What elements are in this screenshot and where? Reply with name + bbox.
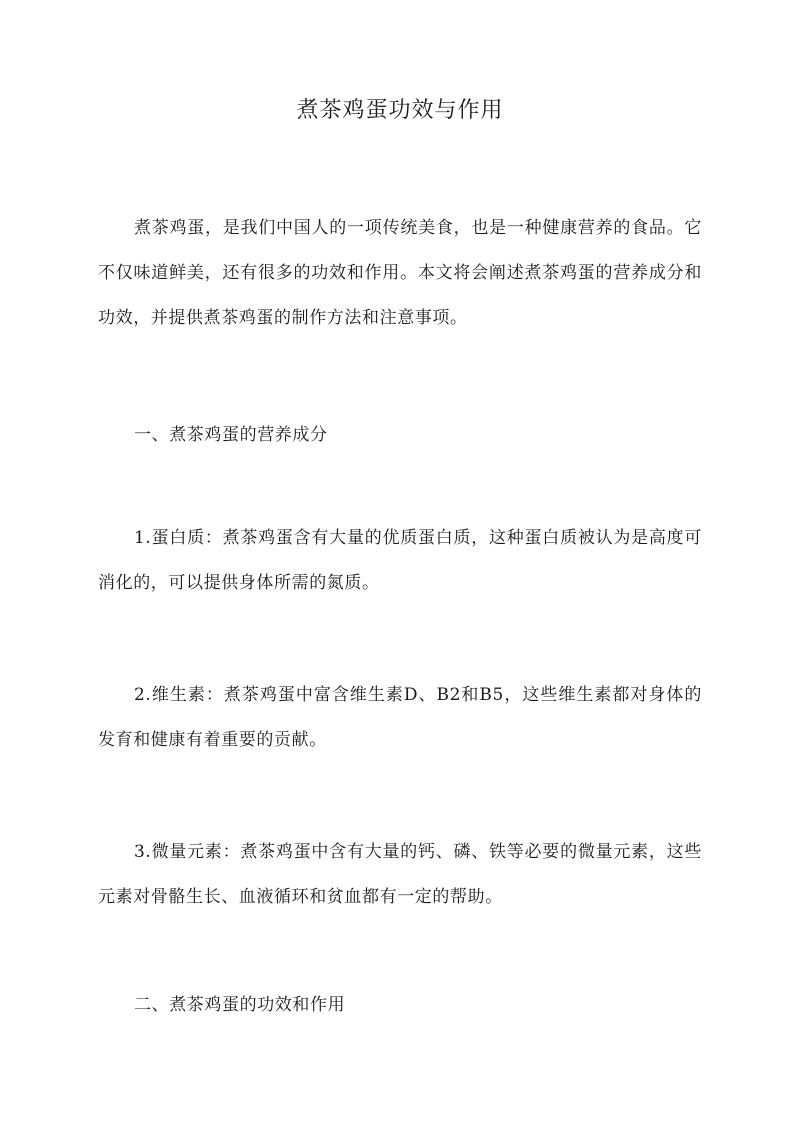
nutrition-item-protein: 1.蛋白质：煮茶鸡蛋含有大量的优质蛋白质，这种蛋白质被认为是高度可消化的，可以提供身体所需的氮质。 [98,528,702,593]
section-heading-nutrition: 一、煮茶鸡蛋的营养成分 [134,425,328,445]
document-title: 煮茶鸡蛋功效与作用 [296,98,504,123]
nutrition-item-minerals: 3.微量元素：煮茶鸡蛋中含有大量的钙、磷、铁等必要的微量元素，这些元素对骨骼生长、血液循环和贫血都有一定的帮助。 [98,842,702,907]
nutrition-item-vitamins: 2.维生素：煮茶鸡蛋中富含维生素D、B2和B5，这些维生素都对身体的发育和健康有着重要的贡献。 [98,685,702,750]
section-heading-benefits: 二、煮茶鸡蛋的功效和作用 [134,995,346,1015]
intro-paragraph: 煮茶鸡蛋，是我们中国人的一项传统美食，也是一种健康营养的食品。它不仅味道鲜美，还有很多的功效和作用。本文将会阐述煮茶鸡蛋的营养成分和功效，并提供煮茶鸡蛋的制作方法和注意事项。 [98,218,702,328]
